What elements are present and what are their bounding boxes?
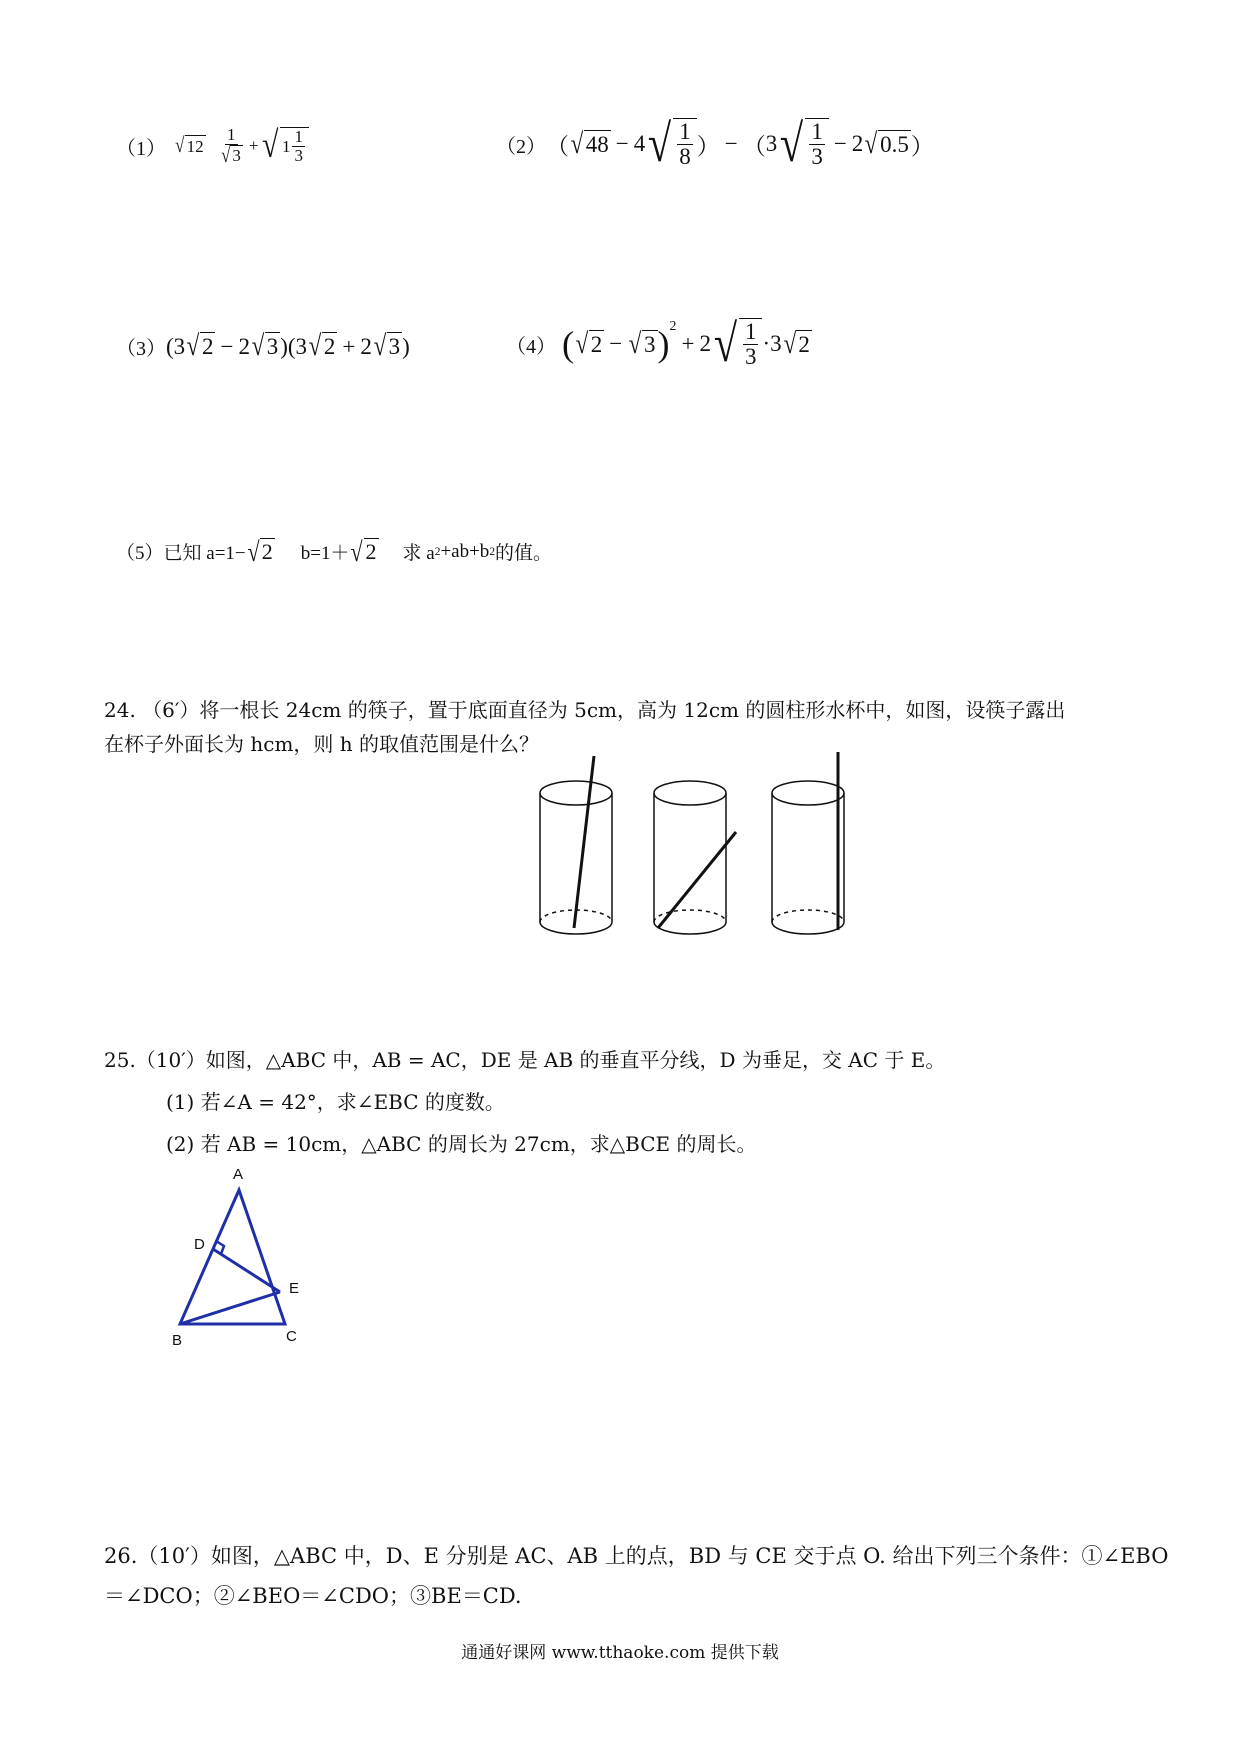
vertex-label-b: B bbox=[172, 1332, 183, 1349]
segment-de bbox=[213, 1249, 280, 1292]
problem-25-question-2: (2) 若 AB = 10cm，△ABC 的周长为 27cm，求△BCE 的周长。 bbox=[166, 1132, 757, 1156]
right-angle-mark bbox=[216, 1241, 224, 1254]
problem-25-triangle-figure bbox=[180, 1190, 285, 1324]
sqrt-12: √ 12 bbox=[175, 133, 204, 158]
vertex-label-a: A bbox=[233, 1166, 244, 1183]
vertex-label-e: E bbox=[289, 1280, 300, 1297]
sqrt-mixed-number: √ 1 1 3 bbox=[260, 127, 309, 165]
problem-23-part-1: （1） √ 12 1 √ 3 + √ 1 1 3 bbox=[116, 126, 309, 166]
problem-25-question-1: (1) 若∠A = 42°，求∠EBC 的度数。 bbox=[166, 1090, 505, 1114]
cup-figure-3 bbox=[772, 752, 844, 934]
cup-figure-1 bbox=[540, 756, 612, 934]
problem-26-line-2: ＝∠DCO；②∠BEO＝∠CDO；③BE＝CD. bbox=[104, 1584, 522, 1608]
problem-26-line-1: 26.（10′）如图，△ABC 中，D、E 分别是 AC、AB 上的点，BD 与 CE 交于点 O. 给出下列三个条件：①∠EBO bbox=[104, 1544, 1169, 1568]
vertex-label-c: C bbox=[286, 1328, 297, 1345]
segment-be bbox=[180, 1292, 280, 1324]
problem-24-line-2: 在杯子外面长为 hcm，则 h 的取值范围是什么？ bbox=[104, 732, 539, 756]
problem-23-part-2: （2） （ √ 48 − 4 √ 1 8 ） − （ 3 √ 1 3 − 2 √ 0.5 ） bbox=[496, 115, 934, 173]
cup-figure-2 bbox=[654, 781, 736, 934]
vertex-label-d: D bbox=[194, 1236, 205, 1253]
problem-23-part-3: （3） ( 3 √ 2 − 2 √ 3 )( 3 √ 2 + 2 √ 3 ) bbox=[116, 330, 410, 363]
problem-25-stem: 25.（10′）如图，△ABC 中，AB = AC，DE 是 AB 的垂直平分线，D 为垂足，交 AC 于 E。 bbox=[104, 1048, 946, 1072]
problem-23-part-5: （5） 已知 a=1− √ 2 b=1＋ √ 2 求 a 2 +ab+b 2 的值。 bbox=[116, 536, 553, 567]
problem-23-part-4: （4） ( √ 2 − √ 3 ) $^2$ + 2 √ 1 3 · 3 √ 2 bbox=[506, 315, 810, 373]
problem-24-line-1: 24. （6′）将一根长 24cm 的筷子，置于底面直径为 5cm，高为 12cm 的圆柱形水杯中，如图，设筷子露出 bbox=[104, 698, 1066, 722]
footer-source: 通通好课网 www.tthaoke.com 提供下载 bbox=[461, 1643, 779, 1663]
triangle-abc bbox=[180, 1190, 285, 1324]
fraction-1-over-sqrt3: 1 √ 3 bbox=[220, 125, 241, 167]
